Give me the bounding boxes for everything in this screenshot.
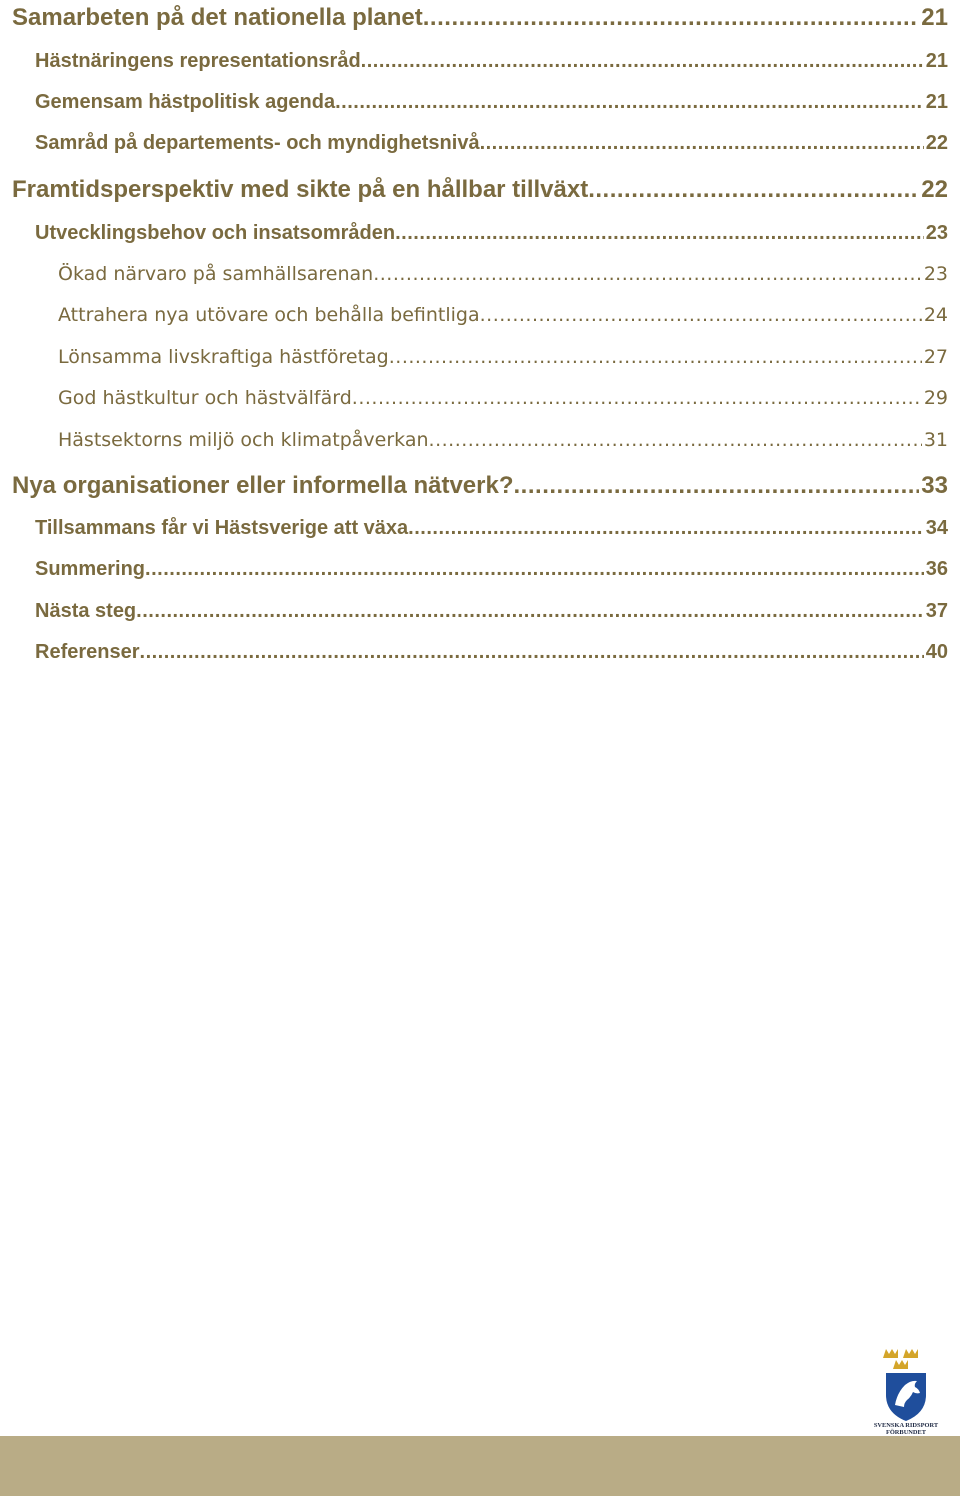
footer-band bbox=[0, 1436, 960, 1496]
toc-entry[interactable] bbox=[35, 558, 948, 581]
toc-entry[interactable] bbox=[35, 50, 948, 73]
toc-leader bbox=[423, 4, 920, 32]
toc-entry-page: 27 bbox=[923, 346, 948, 368]
toc-entry-page: 29 bbox=[923, 387, 948, 409]
toc-entry[interactable] bbox=[12, 472, 948, 500]
toc-entry[interactable] bbox=[12, 4, 948, 32]
svg-text:SVENSKA RIDSPORT: SVENSKA RIDSPORT bbox=[873, 1422, 939, 1429]
toc-entry-title: Hästnäringens representationsråd bbox=[35, 50, 361, 72]
toc-leader bbox=[373, 263, 922, 285]
toc-entry-title: Framtidsperspektiv med sikte på en hållbar tillväxt bbox=[12, 176, 589, 203]
toc-leader bbox=[145, 558, 924, 581]
toc-leader bbox=[480, 304, 922, 326]
toc-entry[interactable] bbox=[35, 600, 948, 623]
toc-entry[interactable] bbox=[35, 132, 948, 155]
crowns-icon bbox=[883, 1349, 918, 1369]
toc-leader bbox=[408, 517, 924, 540]
toc-leader bbox=[395, 222, 924, 245]
toc-entry[interactable] bbox=[35, 91, 948, 114]
toc-entry-title: God hästkultur och hästvälfärd bbox=[58, 387, 352, 409]
toc-entry[interactable] bbox=[58, 387, 948, 409]
toc-leader bbox=[361, 50, 924, 73]
toc-entry-page: 21 bbox=[921, 4, 948, 31]
toc-entry-title: Summering bbox=[35, 558, 146, 580]
toc-entry-page: 34 bbox=[925, 517, 948, 539]
toc-entry-title: Samarbeten på det nationella planet bbox=[12, 4, 423, 31]
logo-graphic bbox=[862, 1345, 946, 1435]
toc-leader bbox=[335, 91, 924, 114]
toc-entry[interactable] bbox=[58, 263, 948, 285]
toc-entry-page: 36 bbox=[925, 558, 948, 580]
toc-leader bbox=[389, 346, 922, 368]
toc-entry-title: Samråd på departements- och myndighetsnivå bbox=[35, 132, 480, 154]
toc-entry[interactable] bbox=[58, 304, 948, 326]
toc-entry-title: Tillsammans får vi Hästsverige att växa bbox=[35, 517, 409, 539]
toc-entry-page: 22 bbox=[921, 176, 948, 203]
toc-entry[interactable] bbox=[35, 641, 948, 664]
toc-entry-page: 21 bbox=[925, 91, 948, 113]
toc-entry-page: 24 bbox=[923, 304, 948, 326]
toc-entry-title: Hästsektorns miljö och klimatpåverkan bbox=[58, 429, 429, 451]
toc-entry-title: Nästa steg bbox=[35, 600, 137, 622]
toc-entry-title: Nya organisationer eller informella nätverk? bbox=[12, 472, 514, 499]
toc-entry-page: 33 bbox=[921, 472, 948, 499]
toc-entry-page: 23 bbox=[923, 263, 948, 285]
toc-entry-title: Utvecklingsbehov och insatsområden bbox=[35, 222, 396, 244]
toc-entry-title: Attrahera nya utövare och behålla befintliga bbox=[58, 304, 480, 326]
toc-entry-page: 37 bbox=[925, 600, 948, 622]
toc-entry-title: Lönsamma livskraftiga hästföretag bbox=[58, 346, 389, 368]
toc-leader bbox=[514, 472, 920, 500]
toc-leader bbox=[480, 132, 924, 155]
toc-entry-page: 40 bbox=[925, 641, 948, 663]
toc-entry-page: 21 bbox=[925, 50, 948, 72]
svenska-ridsportforbundet-logo bbox=[862, 1345, 946, 1435]
toc-entry[interactable] bbox=[35, 222, 948, 245]
toc-leader bbox=[429, 429, 922, 451]
toc-entry-page: 31 bbox=[923, 429, 948, 451]
toc-entry[interactable] bbox=[58, 346, 948, 368]
toc-entry-page: 22 bbox=[925, 132, 948, 154]
toc-entry[interactable] bbox=[58, 429, 948, 451]
toc-leader bbox=[140, 641, 924, 664]
svg-text:FÖRBUNDET: FÖRBUNDET bbox=[885, 1429, 927, 1435]
toc-entry[interactable] bbox=[35, 517, 948, 540]
toc-entry-title: Referenser bbox=[35, 641, 140, 663]
toc-leader bbox=[588, 176, 919, 204]
toc-leader bbox=[136, 600, 924, 623]
toc-entry-title: Ökad närvaro på samhällsarenan bbox=[58, 263, 374, 285]
toc-entry-page: 23 bbox=[925, 222, 948, 244]
toc-entry-title: Gemensam hästpolitisk agenda bbox=[35, 91, 336, 113]
toc-entry[interactable] bbox=[12, 176, 948, 204]
toc-leader bbox=[352, 387, 922, 409]
